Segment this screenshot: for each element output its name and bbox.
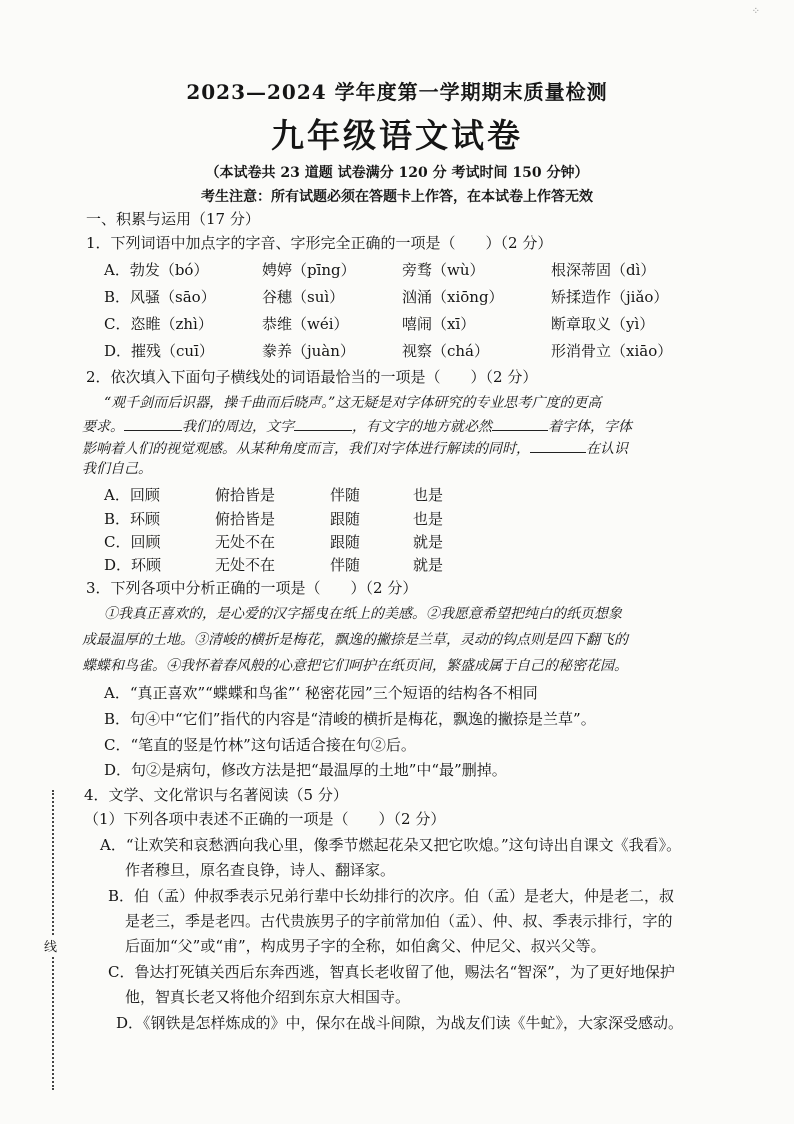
q1-b-4: 矫揉造作（jiǎo） — [551, 288, 669, 306]
q2-d-2: 无处不在 — [215, 556, 276, 574]
q1-a-4: 根深蒂固（dì） — [551, 261, 656, 279]
q2-b-1: B．环顾 — [104, 510, 161, 528]
q1-b-1: B．风骚（sāo） — [104, 288, 216, 306]
q2-stem: 2．依次填入下面句子横线处的词语最恰当的一项是（ ）（2 分） — [86, 368, 538, 386]
section-title: 一、积累与运用（17 分） — [86, 210, 260, 228]
q4-option-c-1: C．鲁达打死镇关西后东奔西逃，智真长老收留了他，赐法名“智深”，为了更好地保护 — [108, 963, 675, 981]
q2-text-e: 影响着人们的视觉观感。从某种角度而言，我们对字体进行解读的同时， — [82, 441, 530, 457]
q1-b-2: 谷穗（suì） — [262, 288, 345, 306]
binding-margin-label: 线 — [44, 936, 57, 955]
q2-c-3: 跟随 — [330, 533, 361, 551]
q1-a-3: 旁骛（wù） — [402, 261, 485, 279]
q2-c-2: 无处不在 — [215, 533, 276, 551]
q1-stem: 1．下列词语中加点字的字音、字形完全正确的一项是（ ）（2 分） — [86, 234, 553, 252]
corner-mark: ⁘ — [751, 6, 760, 17]
exam-main-title: 九年级语文试卷 — [271, 116, 523, 155]
q1-c-2: 恭维（wéi） — [262, 315, 349, 333]
q2-d-1: D．环顾 — [104, 556, 162, 574]
q4-option-a-2: 作者穆旦，原名查良铮，诗人、翻译家。 — [125, 861, 396, 879]
q3-option-c: C．“笔直的竖是竹林”这句话适合接在句②后。 — [104, 736, 416, 754]
q2-a-2: 俯拾皆是 — [215, 486, 276, 504]
q2-blank-1 — [124, 418, 182, 431]
q2-text-c: ，有文字的地方就必然 — [352, 419, 492, 435]
q1-d-4: 形消骨立（xiāo） — [551, 342, 673, 360]
q2-text-b: 我们的周边，文字 — [182, 419, 294, 435]
q2-blank-2 — [294, 418, 352, 431]
q3-option-b: B．句④中“它们”指代的内容是“清峻的横折是梅花，飘逸的撇捺是兰草”。 — [104, 710, 596, 728]
q2-text-a: 要求。 — [82, 419, 124, 435]
q2-passage-3 — [82, 440, 628, 456]
q1-c-1: C．恣睢（zhì） — [104, 315, 213, 333]
exam-info: （本试卷共 23 道题 试卷满分 120 分 考试时间 150 分钟） — [205, 165, 589, 181]
q2-blank-4 — [530, 440, 586, 453]
q1-c-4: 断章取义（yì） — [551, 315, 655, 333]
q3-option-a: A．“真正喜欢”“蝶蝶和鸟雀”‘ 秘密花园”三个短语的结构各不相同 — [104, 684, 538, 702]
q1-a-1: A．勃发（bó） — [104, 261, 209, 279]
q2-c-4: 就是 — [413, 533, 444, 551]
q1-a-2: 娉婷（pīng） — [262, 261, 356, 279]
q1-c-3: 嘻闹（xī） — [402, 315, 476, 333]
q4-option-c-2: 他，智真长老又将他介绍到东京大相国寺。 — [125, 988, 411, 1006]
q3-passage-2: 成最温厚的土地。③清峻的横折是梅花，飘逸的撇捺是兰草，灵动的钩点则是四下翻飞的 — [82, 632, 628, 648]
q2-text-d: 着字体，字体 — [548, 419, 632, 435]
q2-blank-3 — [492, 418, 548, 431]
q3-option-d: D．句②是病句，修改方法是把“最温厚的土地”中“最”删掉。 — [104, 761, 507, 779]
q2-a-3: 伴随 — [330, 486, 361, 504]
q2-d-3: 伴随 — [330, 556, 361, 574]
q4-option-b-2: 是老三，季是老四。古代贵族男子的字前常加伯（孟）、仲、叔、季表示排行，字的 — [125, 912, 673, 930]
q4-sub1-stem: （1）下列各项中表述不正确的一项是（ ）（2 分） — [84, 810, 446, 828]
q4-option-d-1: D．《钢铁是怎样炼成的》中，保尔在战斗间隙，为战友们读《牛虻》，大家深受感动。 — [116, 1014, 684, 1032]
exam-notice: 考生注意：所有试题必须在答题卡上作答，在本试卷上作答无效 — [201, 189, 593, 205]
q3-stem: 3．下列各项中分析正确的一项是（ ）（2 分） — [86, 579, 418, 597]
q2-a-1: A．回顾 — [104, 486, 160, 504]
q3-passage-1: ①我真正喜欢的，是心爱的汉字摇曳在纸上的美感。②我愿意希望把纯白的纸页想象 — [104, 606, 622, 622]
q3-passage-3: 蝶蝶和鸟雀。④我怀着春风般的心意把它们呵护在纸页间，繁盛成属于自己的秘密花园。 — [82, 658, 628, 674]
q1-d-1: D．摧残（cuī） — [104, 342, 214, 360]
q4-title: 4．文学、文化常识与名著阅读（5 分） — [84, 786, 348, 804]
q1-d-2: 豢养（juàn） — [262, 342, 355, 360]
q2-passage-1: “观千剑而后识器，操千曲而后晓声。”这无疑是对字体研究的专业思考广度的更高 — [104, 395, 602, 411]
q2-text-f: 在认识 — [586, 441, 628, 457]
q2-a-4: 也是 — [413, 486, 444, 504]
q4-option-b-3: 后面加“父”或“甫”，构成男子字的全称，如伯禽父、仲尼父、叔兴父等。 — [125, 937, 606, 955]
q2-c-1: C．回顾 — [104, 533, 161, 551]
q1-b-3: 汹涌（xiōng） — [402, 288, 504, 306]
q1-d-3: 视察（chá） — [402, 342, 490, 360]
q2-d-4: 就是 — [413, 556, 444, 574]
q2-b-3: 跟随 — [330, 510, 361, 528]
q4-option-a-1: A．“让欢笑和哀愁洒向我心里，像季节燃起花朵又把它吹熄。”这句诗出自课文《我看》。 — [100, 836, 682, 854]
exam-term-title: 2023—2024 学年度第一学期期末质量检测 — [186, 80, 608, 104]
q2-passage-2 — [82, 418, 632, 434]
q4-option-b-1: B．伯（孟）仲叔季表示兄弟行辈中长幼排行的次序。伯（孟）是老大，仲是老二，叔 — [108, 887, 675, 905]
q2-b-4: 也是 — [413, 510, 444, 528]
q2-b-2: 俯拾皆是 — [215, 510, 276, 528]
q2-passage-4: 我们自己。 — [82, 461, 152, 477]
